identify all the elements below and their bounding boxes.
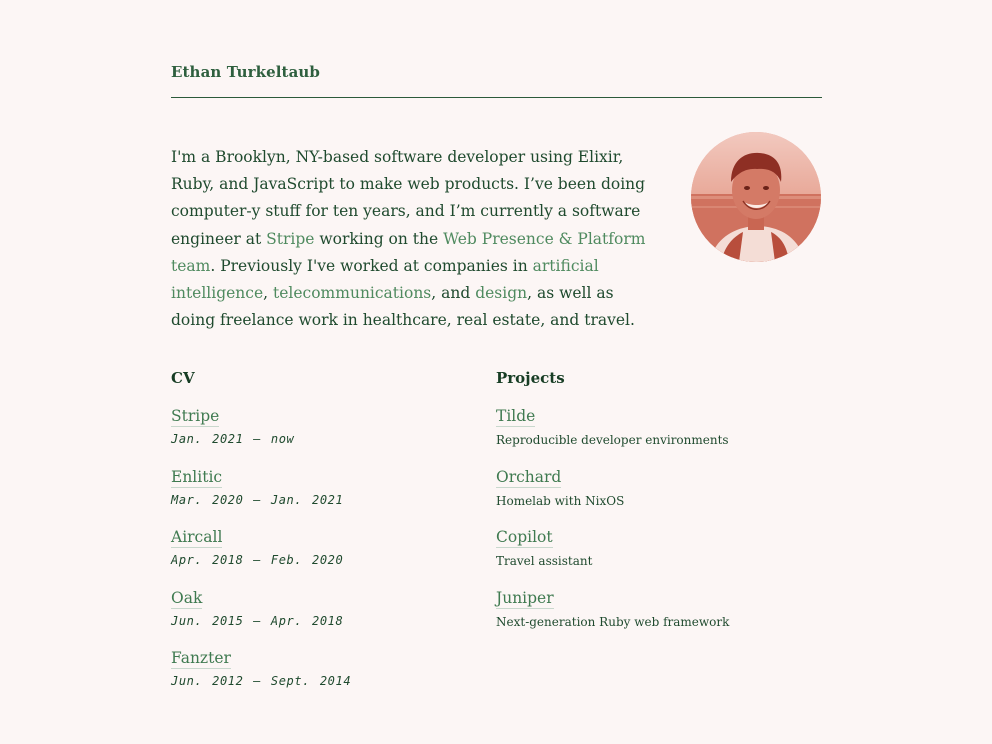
cv-item	[171, 527, 343, 567]
project-link[interactable]: Orchard	[496, 468, 562, 486]
intro-text: working on the	[314, 229, 444, 248]
portrait-photo-icon	[691, 132, 821, 262]
cv-dates: Jun. 2012 – Sept. 2014	[171, 674, 352, 688]
project-description: Homelab with NixOS	[496, 494, 625, 508]
cv-item	[171, 648, 351, 688]
intro-text: ,	[263, 284, 274, 303]
cv-item	[171, 406, 294, 446]
cv-company-link[interactable]: Oak	[171, 589, 203, 607]
cv-company-link[interactable]: Fanzter	[171, 649, 231, 667]
project-description: Next-generation Ruby web framework	[496, 615, 730, 629]
site-name-link[interactable]: Ethan Turkeltaub	[171, 63, 320, 81]
intro-text: , as well as doing freelance work in healthcare, real estate, and travel.	[171, 284, 635, 330]
team-link[interactable]: Web Presence & Platform team	[171, 229, 646, 275]
stripe-link[interactable]: Stripe	[266, 229, 315, 248]
intro-paragraph	[171, 144, 651, 334]
project-item	[496, 406, 729, 447]
cv-dates: Mar. 2020 – Jan. 2021	[171, 493, 344, 507]
cv-section	[171, 368, 471, 688]
projects-heading: Projects	[496, 369, 565, 387]
cv-company-link[interactable]: Stripe	[171, 407, 220, 425]
intro-text: . Previously I've worked at companies in	[210, 256, 533, 275]
avatar-photo	[691, 132, 821, 262]
project-description: Reproducible developer environments	[496, 433, 729, 447]
intro-text: , and	[431, 284, 476, 303]
cv-company-link[interactable]: Enlitic	[171, 468, 223, 486]
cv-item	[171, 588, 343, 628]
artificial-intelligence-link[interactable]: artificial intelligence	[171, 256, 599, 303]
project-link[interactable]: Juniper	[496, 589, 554, 607]
cv-heading: CV	[171, 369, 195, 387]
project-item	[496, 467, 624, 508]
cv-dates: Jan. 2021 – now	[171, 432, 295, 446]
projects-section	[496, 368, 796, 629]
project-item	[496, 588, 729, 629]
project-link[interactable]: Tilde	[496, 407, 536, 425]
project-link[interactable]: Copilot	[496, 528, 553, 546]
telecommunications-link[interactable]: telecommunications	[273, 284, 432, 303]
cv-dates: Apr. 2018 – Feb. 2020	[171, 553, 344, 567]
site-header	[171, 60, 822, 98]
project-item	[496, 527, 592, 568]
intro-text: I'm a Brooklyn, NY-based software developer using Elixir, Ruby, and JavaScript to make web products. I’ve been doing computer-y stuff for ten years, and I’m currently a software engineer at	[171, 148, 646, 248]
project-description: Travel assistant	[496, 554, 593, 568]
cv-company-link[interactable]: Aircall	[171, 528, 223, 546]
design-link[interactable]: design	[475, 284, 528, 303]
cv-dates: Jun. 2015 – Apr. 2018	[171, 614, 344, 628]
cv-item	[171, 467, 343, 507]
